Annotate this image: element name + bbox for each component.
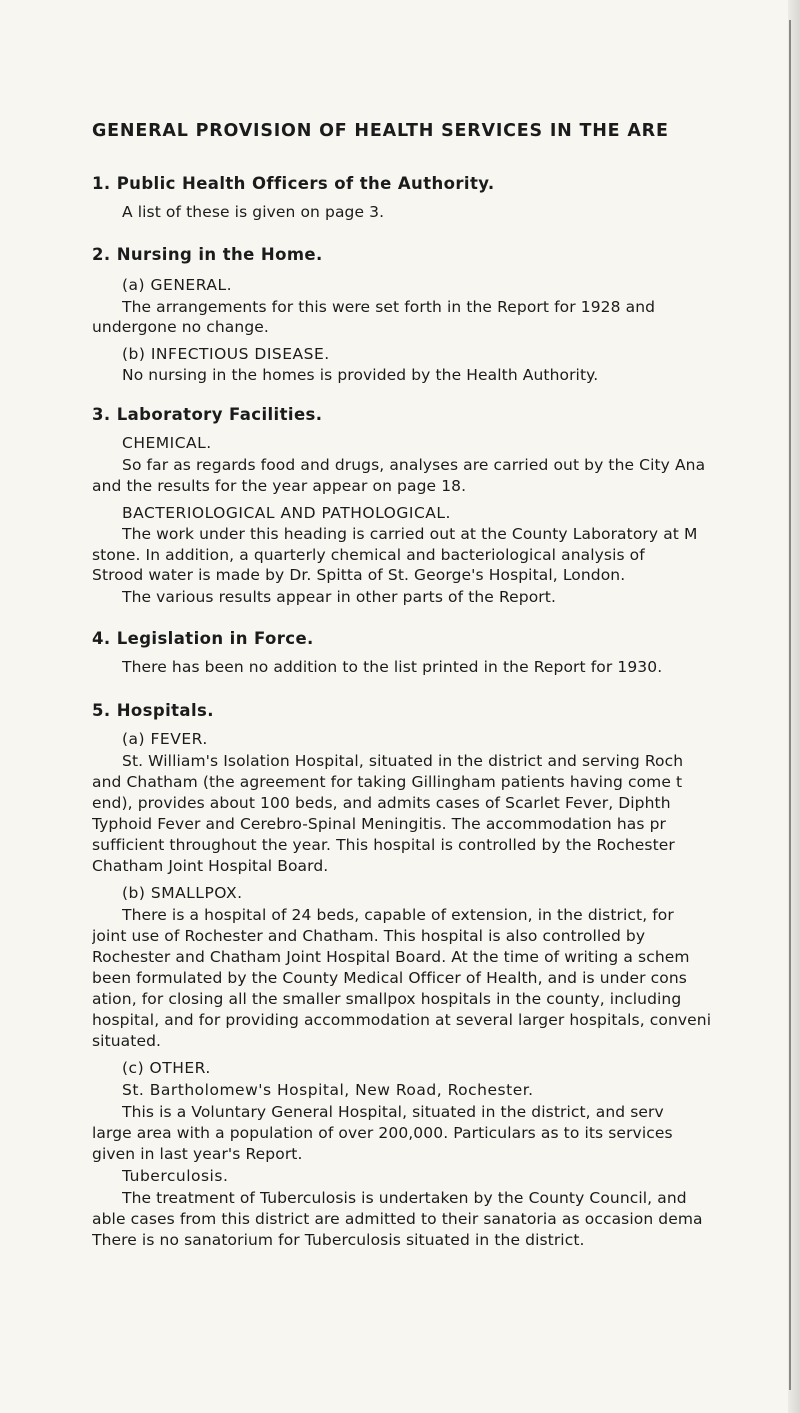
text-line: and Chatham (the agreement for taking Gillingham patients having come t — [92, 773, 683, 791]
text-line: St. William's Isolation Hospital, situated in the district and serving Roch — [122, 752, 684, 770]
text-line: been formulated by the County Medical Officer of Health, and is under cons — [92, 969, 687, 987]
text-line: The work under this heading is carried out at the County Laboratory at M — [122, 525, 698, 543]
text-line: situated. — [92, 1032, 162, 1050]
section-5-heading: 5. Hospitals. — [92, 702, 214, 720]
text-line: Typhoid Fever and Cerebro-Spinal Meningitis. The accommodation has pr — [92, 815, 667, 833]
section-3-heading: 3. Laboratory Facilities. — [92, 406, 323, 424]
text-line: joint use of Rochester and Chatham. This hospital is also controlled by — [92, 927, 646, 945]
subheading: BACTERIOLOGICAL AND PATHOLOGICAL. — [122, 504, 451, 522]
section-1-heading: 1. Public Health Officers of the Authority. — [92, 175, 495, 193]
subheading: CHEMICAL. — [122, 434, 212, 452]
subheading: (b) SMALLPOX. — [122, 884, 243, 902]
text-line: given in last year's Report. — [92, 1145, 303, 1163]
section-4-heading: 4. Legislation in Force. — [92, 630, 314, 648]
text-line: There has been no addition to the list printed in the Report for 1930. — [122, 658, 663, 676]
text-line: Strood water is made by Dr. Spitta of St. George's Hospital, London. — [92, 566, 626, 584]
text-line: The various results appear in other parts of the Report. — [122, 588, 556, 606]
text-line: There is a hospital of 24 beds, capable of extension, in the district, for — [122, 906, 674, 924]
text-line: end), provides about 100 beds, and admits cases of Scarlet Fever, Diphth — [92, 794, 671, 812]
text-line: Rochester and Chatham Joint Hospital Board. At the time of writing a schem — [92, 948, 690, 966]
text-line: So far as regards food and drugs, analyses are carried out by the City Ana — [122, 456, 706, 474]
text-line: hospital, and for providing accommodation at several larger hospitals, conveni — [92, 1011, 712, 1029]
subheading: (b) INFECTIOUS DISEASE. — [122, 345, 330, 363]
subheading: (c) OTHER. — [122, 1059, 211, 1077]
subheading: (a) GENERAL. — [122, 276, 233, 294]
text-line: stone. In addition, a quarterly chemical and bacteriological analysis of — [92, 546, 645, 564]
text-line: ation, for closing all the smaller smallpox hospitals in the county, including — [92, 990, 682, 1008]
text-line: Chatham Joint Hospital Board. — [92, 857, 329, 875]
text-line: The arrangements for this were set forth in the Report for 1928 and — [122, 298, 656, 316]
text-line: The treatment of Tuberculosis is undertaken by the County Council, and — [122, 1189, 687, 1207]
text-line: able cases from this district are admitted to their sanatoria as occasion dema — [92, 1210, 703, 1228]
subheading: (a) FEVER. — [122, 730, 208, 748]
page-edge-line — [789, 20, 791, 1390]
section-2-heading: 2. Nursing in the Home. — [92, 246, 323, 264]
text-line: No nursing in the homes is provided by the Health Authority. — [122, 366, 599, 384]
text-line: There is no sanatorium for Tuberculosis situated in the district. — [92, 1231, 585, 1249]
text-line: undergone no change. — [92, 318, 269, 336]
text-line: sufficient throughout the year. This hospital is controlled by the Rochester — [92, 836, 675, 854]
page-title: GENERAL PROVISION OF HEALTH SERVICES IN THE ARE — [92, 122, 669, 140]
text-line: This is a Voluntary General Hospital, situated in the district, and serv — [122, 1103, 664, 1121]
text-line: and the results for the year appear on page 18. — [92, 477, 467, 495]
section-1-line: A list of these is given on page 3. — [122, 203, 385, 221]
text-line: large area with a population of over 200,000. Particulars as to its services — [92, 1124, 673, 1142]
hospital-name: St. Bartholomew's Hospital, New Road, Rochester. — [122, 1081, 534, 1099]
subheading: Tuberculosis. — [122, 1167, 229, 1185]
